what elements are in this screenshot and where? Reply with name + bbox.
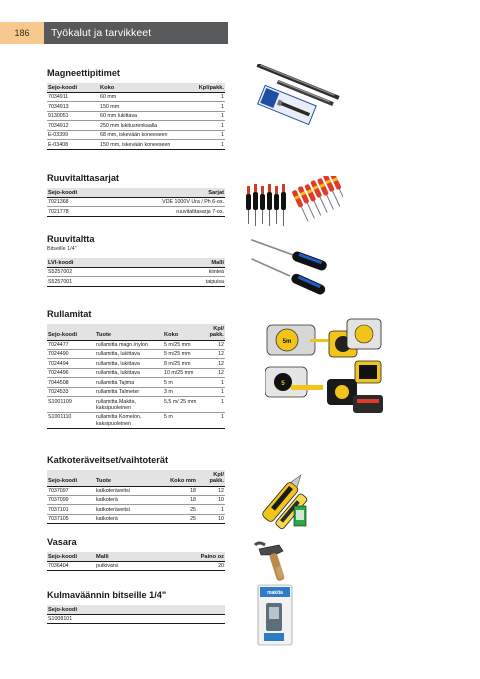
hammer-image	[253, 539, 301, 583]
page-header	[0, 22, 228, 44]
table-cell: 7024533	[47, 387, 95, 396]
table-cell: 12	[203, 340, 225, 349]
angle-driver-image	[256, 583, 296, 647]
table-cell: 18	[163, 496, 197, 505]
section-title: Ruuvitaltta	[47, 234, 95, 244]
section-rullamitat	[47, 309, 225, 429]
table-cell: taipuisa	[99, 277, 225, 286]
table-cell: 18	[163, 486, 197, 495]
table-row	[47, 514, 225, 523]
table-cell: 12	[203, 359, 225, 368]
table-cell: 7037099	[47, 496, 95, 505]
table-cell: rullamitta, lukittava	[95, 359, 163, 368]
makita-label: makita	[267, 590, 283, 596]
col-header: Sejo-koodi	[47, 605, 225, 615]
col-header: Malli	[95, 552, 185, 562]
section-title: Kulmaväännin bitseille 1/4"	[47, 590, 167, 600]
product-table	[47, 83, 225, 150]
col-header: Sejo-koodi	[47, 470, 95, 486]
table-row	[47, 121, 225, 130]
table-cell: 7021778	[47, 207, 99, 216]
col-header: Paino oz	[185, 552, 225, 562]
table-row	[47, 140, 225, 149]
table-cell: 250 mm lukitusrenkaalla	[99, 121, 195, 130]
table-cell: 1	[203, 387, 225, 396]
product-table	[47, 188, 225, 217]
col-header: Malli	[99, 258, 225, 268]
table-cell: rullamitta magn./nylon	[95, 340, 163, 349]
table-cell: katkoterä	[95, 514, 163, 523]
table-row	[47, 111, 225, 120]
table-cell: 9130051	[47, 111, 99, 120]
col-header: Kpl/ pakk.	[203, 324, 225, 340]
table-cell: 7024477	[47, 340, 95, 349]
table-cell: 7036404	[47, 562, 95, 571]
table-row	[47, 397, 225, 413]
product-table	[47, 605, 225, 624]
table-cell: 12	[203, 350, 225, 359]
col-header: Sejo-koodi	[47, 324, 95, 340]
utility-knife-image	[254, 464, 318, 534]
table-cell: 1	[195, 121, 225, 130]
table-cell: ruuvitalttasarja 7-os.	[99, 207, 225, 216]
col-header: Kpl/pakk.	[195, 83, 225, 93]
tape-measure-image	[265, 317, 385, 417]
table-cell: rullamitta, lukittava	[95, 350, 163, 359]
table-cell: 7044508	[47, 378, 95, 387]
table-cell: 7024494	[47, 359, 95, 368]
screwdriver-set-image	[243, 176, 343, 228]
col-header: Koko mm	[163, 470, 197, 486]
table-cell: 1	[203, 413, 225, 429]
col-header: Sejo-koodi	[47, 552, 95, 562]
table-cell: 7024490	[47, 350, 95, 359]
table-row	[47, 340, 225, 349]
table-cell: 25	[163, 514, 197, 523]
table-row	[47, 93, 225, 102]
table-row	[47, 615, 225, 624]
table-row	[47, 207, 225, 216]
table-cell: rullamitta Tajima	[95, 378, 163, 387]
col-header: Koko	[99, 83, 195, 93]
table-cell: 60 mm	[99, 93, 195, 102]
table-cell: 68 mm, iskevään koneeseen	[99, 130, 195, 139]
product-table	[47, 258, 225, 287]
table-row	[47, 277, 225, 286]
table-cell: katkoteräveitsi	[95, 505, 163, 514]
table-cell: 7034911	[47, 93, 99, 102]
section-ruuvitaltta	[47, 234, 225, 287]
col-header: Tuote	[95, 470, 163, 486]
table-cell: 20	[185, 562, 225, 571]
section-magneettipitimet	[47, 68, 225, 150]
table-cell: 150 mm	[99, 102, 195, 111]
table-cell: 1	[195, 111, 225, 120]
section-title: Vasara	[47, 537, 77, 547]
table-cell: 1	[195, 130, 225, 139]
table-row	[47, 102, 225, 111]
table-cell: 5 m	[163, 413, 203, 429]
table-cell: 7037097	[47, 486, 95, 495]
table-cell: 25	[163, 505, 197, 514]
table-cell: katkoterä	[95, 496, 163, 505]
table-cell: 7021368	[47, 198, 99, 207]
col-header: LVI-koodi	[47, 258, 99, 268]
table-cell: 60 mm lukittava	[99, 111, 195, 120]
table-cell: 5 m/25 mm	[163, 350, 203, 359]
table-row	[47, 198, 225, 207]
section-vasara	[47, 537, 225, 571]
table-cell: 1	[195, 93, 225, 102]
table-row	[47, 130, 225, 139]
table-cell: 150 mm, iskevään koneeseen	[99, 140, 195, 149]
table-cell: rullamitta Komelon, kaksipuoleinen	[95, 413, 163, 429]
page-title: Työkalut ja tarvikkeet	[44, 22, 228, 44]
table-cell: 7037105	[47, 514, 95, 523]
table-row	[47, 486, 225, 495]
table-cell: 8 m/25 mm	[163, 359, 203, 368]
col-header: Sarjat	[99, 188, 225, 198]
section-title: Magneettipitimet	[47, 68, 120, 78]
table-cell: VDE 1000V Ura / Ph 6-os.	[99, 198, 225, 207]
section-ruuvitalttasarjat	[47, 173, 225, 217]
table-cell: S1001110	[47, 413, 95, 429]
table-cell: 12	[197, 486, 225, 495]
table-cell: 5 m	[163, 378, 203, 387]
table-cell: E-03408	[47, 140, 99, 149]
table-cell: 10	[197, 514, 225, 523]
table-cell: S1008101	[47, 615, 225, 624]
product-table	[47, 552, 225, 571]
table-cell: S5257001	[47, 277, 99, 286]
table-cell: rullamitta, lukittava	[95, 368, 163, 377]
table-cell: 7034913	[47, 102, 99, 111]
table-row	[47, 387, 225, 396]
table-row	[47, 378, 225, 387]
product-table	[47, 324, 225, 429]
table-row	[47, 496, 225, 505]
table-cell: S5257002	[47, 268, 99, 277]
table-cell: 7024496	[47, 368, 95, 377]
table-cell: E-03399	[47, 130, 99, 139]
table-cell: 10 m/25 mm	[163, 368, 203, 377]
page-number: 186	[0, 22, 44, 44]
table-cell: 1	[203, 397, 225, 413]
table-cell: 1	[195, 140, 225, 149]
col-header: Sejo-koodi	[47, 83, 99, 93]
section-title: Katkoteräveitset/vaihtoterät	[47, 455, 169, 465]
table-cell: 7034912	[47, 121, 99, 130]
table-cell: katkoteräveitsi	[95, 486, 163, 495]
tape-label: 5m	[282, 339, 292, 345]
table-cell: kiinteä	[99, 268, 225, 277]
bit-screwdriver-image	[246, 236, 334, 296]
col-header: Kpl/ pakk.	[197, 470, 225, 486]
table-cell: rullamitta Talmeter	[95, 387, 163, 396]
col-header: Tuote	[95, 324, 163, 340]
col-header: Sejo-koodi	[47, 188, 99, 198]
table-cell: 1	[195, 102, 225, 111]
section-title: Rullamitat	[47, 309, 92, 319]
table-row	[47, 562, 225, 571]
section-katkoteraveitset	[47, 455, 225, 524]
table-row	[47, 350, 225, 359]
table-row	[47, 413, 225, 429]
product-table	[47, 470, 225, 524]
table-cell: 10	[197, 496, 225, 505]
table-cell: 7037101	[47, 505, 95, 514]
table-cell: S1001109	[47, 397, 95, 413]
table-cell: rullamitta Makita, kaksipuoleinen	[95, 397, 163, 413]
table-cell: 5,5 m/ 25 mm	[163, 397, 203, 413]
col-header: Koko	[163, 324, 203, 340]
section-subtitle: Bitseille 1/4"	[47, 246, 77, 252]
table-row	[47, 505, 225, 514]
section-title: Ruuvitalttasarjat	[47, 173, 119, 183]
table-cell: 1	[203, 378, 225, 387]
magnetic-holder-image	[240, 64, 340, 149]
svg-text:5: 5	[281, 381, 285, 387]
table-row	[47, 368, 225, 377]
table-row	[47, 359, 225, 368]
table-cell: putkivarsi	[95, 562, 185, 571]
table-cell: 1	[197, 505, 225, 514]
table-cell: 3 m	[163, 387, 203, 396]
table-row	[47, 268, 225, 277]
table-cell: 5 m/25 mm	[163, 340, 203, 349]
section-kulmavaannin	[47, 590, 225, 624]
table-cell: 12	[203, 368, 225, 377]
